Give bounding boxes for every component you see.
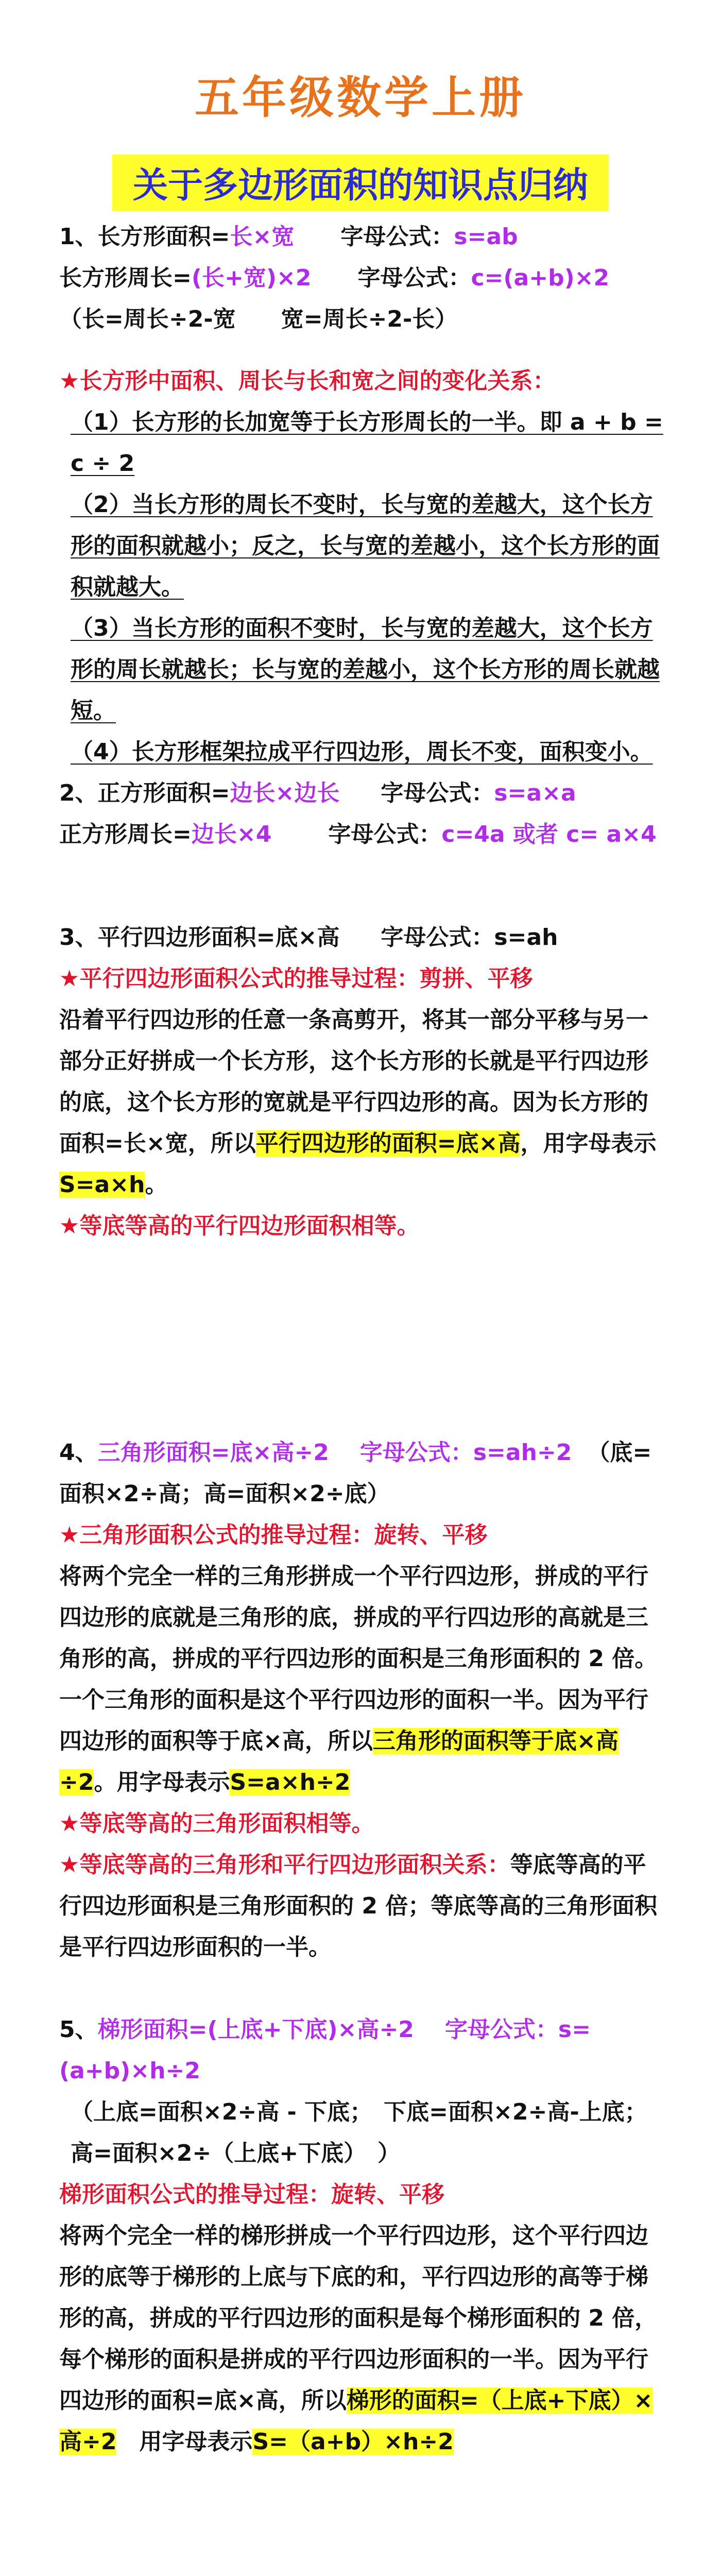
trap-proc-title: 梯形面积公式的推导过程：旋转、平移 [59,2181,444,2208]
rect-area-line: 1、长方形面积=长×宽 字母公式：s=ab [59,224,518,250]
rect-side-formula: （长=周长÷2-宽 宽=周长÷2-长） [59,306,458,332]
square-perimeter-line: 正方形周长=边长×4 字母公式：c=4a 或者 c= a×4 [59,821,657,848]
rect-change-1: （1）长方形的长加宽等于长方形周长的一半。即 a + b = c ÷ 2 [71,409,663,477]
para-proc-title: ★平行四边形面积公式的推导过程：剪拼、平移 [59,965,533,992]
section-trapezoid [59,2009,664,2463]
rect-change-2: （2）当长方形的周长不变时，长与宽的差越大，这个长方形的面积就越小；反之，长与宽的差越小，这个长方形的面积就越大。 [71,492,660,600]
trap-proc-text: 将两个完全一样的梯形拼成一个平行四边形，这个平行四边形的底等于梯形的上底与下底的和，平行四边形的高等于梯形的高，拼成的平行四边形的面积是每个梯形面积的 2 倍，每个梯形的面积是拼成的平行四边形面积的一半。因为平行四边形的面积=底×高，所以梯形的面积=（上底+下底）×高÷2 用字母表示S=（a+b）×h÷2 [59,2223,658,2455]
tri-note-1: ★等底等高的三角形面积相等。 [59,1810,374,1837]
section-rectangle [59,216,664,773]
para-note: ★等底等高的平行四边形面积相等。 [59,1213,420,1239]
tri-proc-title: ★三角形面积公式的推导过程：旋转、平移 [59,1522,488,1548]
trap-area-line: 5、梯形面积=(上底+下底)×高÷2 字母公式：s=(a+b)×h÷2 [59,2016,591,2084]
rect-change-title: ★长方形中面积、周长与长和宽之间的变化关系： [59,368,556,394]
page-title: 五年级数学上册 [195,72,526,124]
subtitle-banner [0,155,721,211]
section-parallelogram [59,917,664,1247]
rect-change-3: （3）当长方形的面积不变时，长与宽的差越大，这个长方形的周长就越长；长与宽的差越小，这个长方形的周长就越短。 [71,615,660,724]
tri-note-2: ★等底等高的三角形和平行四边形面积关系：等底等高的平行四边形面积是三角形面积的 2 倍；等底等高的三角形面积是平行四边形面积的一半。 [59,1852,658,1960]
trap-side-formula: （上底=面积×2÷高 - 下底； 下底=面积×2÷高-上底； 高=面积×2÷（上底+下底） ） [71,2099,659,2166]
rect-perimeter-line: 长方形周长=(长+宽)×2 字母公式：c=(a+b)×2 [59,265,610,291]
para-proc-text: 沿着平行四边形的任意一条高剪开，将其一部分平移与另一部分正好拼成一个长方形，这个长方形的长就是平行四边形的底，这个长方形的宽就是平行四边形的高。因为长方形的面积=长×宽，所以平行四边形的面积=底×高，用字母表示S=a×h。 [59,1007,657,1198]
page-subtitle: 关于多边形面积的知识点归纳 [112,155,609,211]
para-area-line: 3、平行四边形面积=底×高 字母公式：s=ah [59,924,558,951]
tri-area-line: 4、三角形面积=底×高÷2 字母公式：s=ah÷2 （底=面积×2÷高；高=面积×2÷底） [59,1439,652,1507]
square-area-line: 2、正方形面积=边长×边长 字母公式：s=a×a [59,780,576,806]
rect-change-4: （4）长方形框架拉成平行四边形，周长不变，面积变小。 [71,739,653,765]
section-square [59,773,664,855]
section-triangle [59,1432,664,1968]
tri-proc-text: 将两个完全一样的三角形拼成一个平行四边形，拼成的平行四边形的底就是三角形的底，拼成的平行四边形的高就是三角形的高，拼成的平行四边形的面积是三角形面积的 2 倍。一个三角形的面积是这个平行四边形的面积一半。因为平行四边形的面积等于底×高，所以三角形的面积等于底×高÷2。用字母表示S=a×h÷2 [59,1563,658,1795]
